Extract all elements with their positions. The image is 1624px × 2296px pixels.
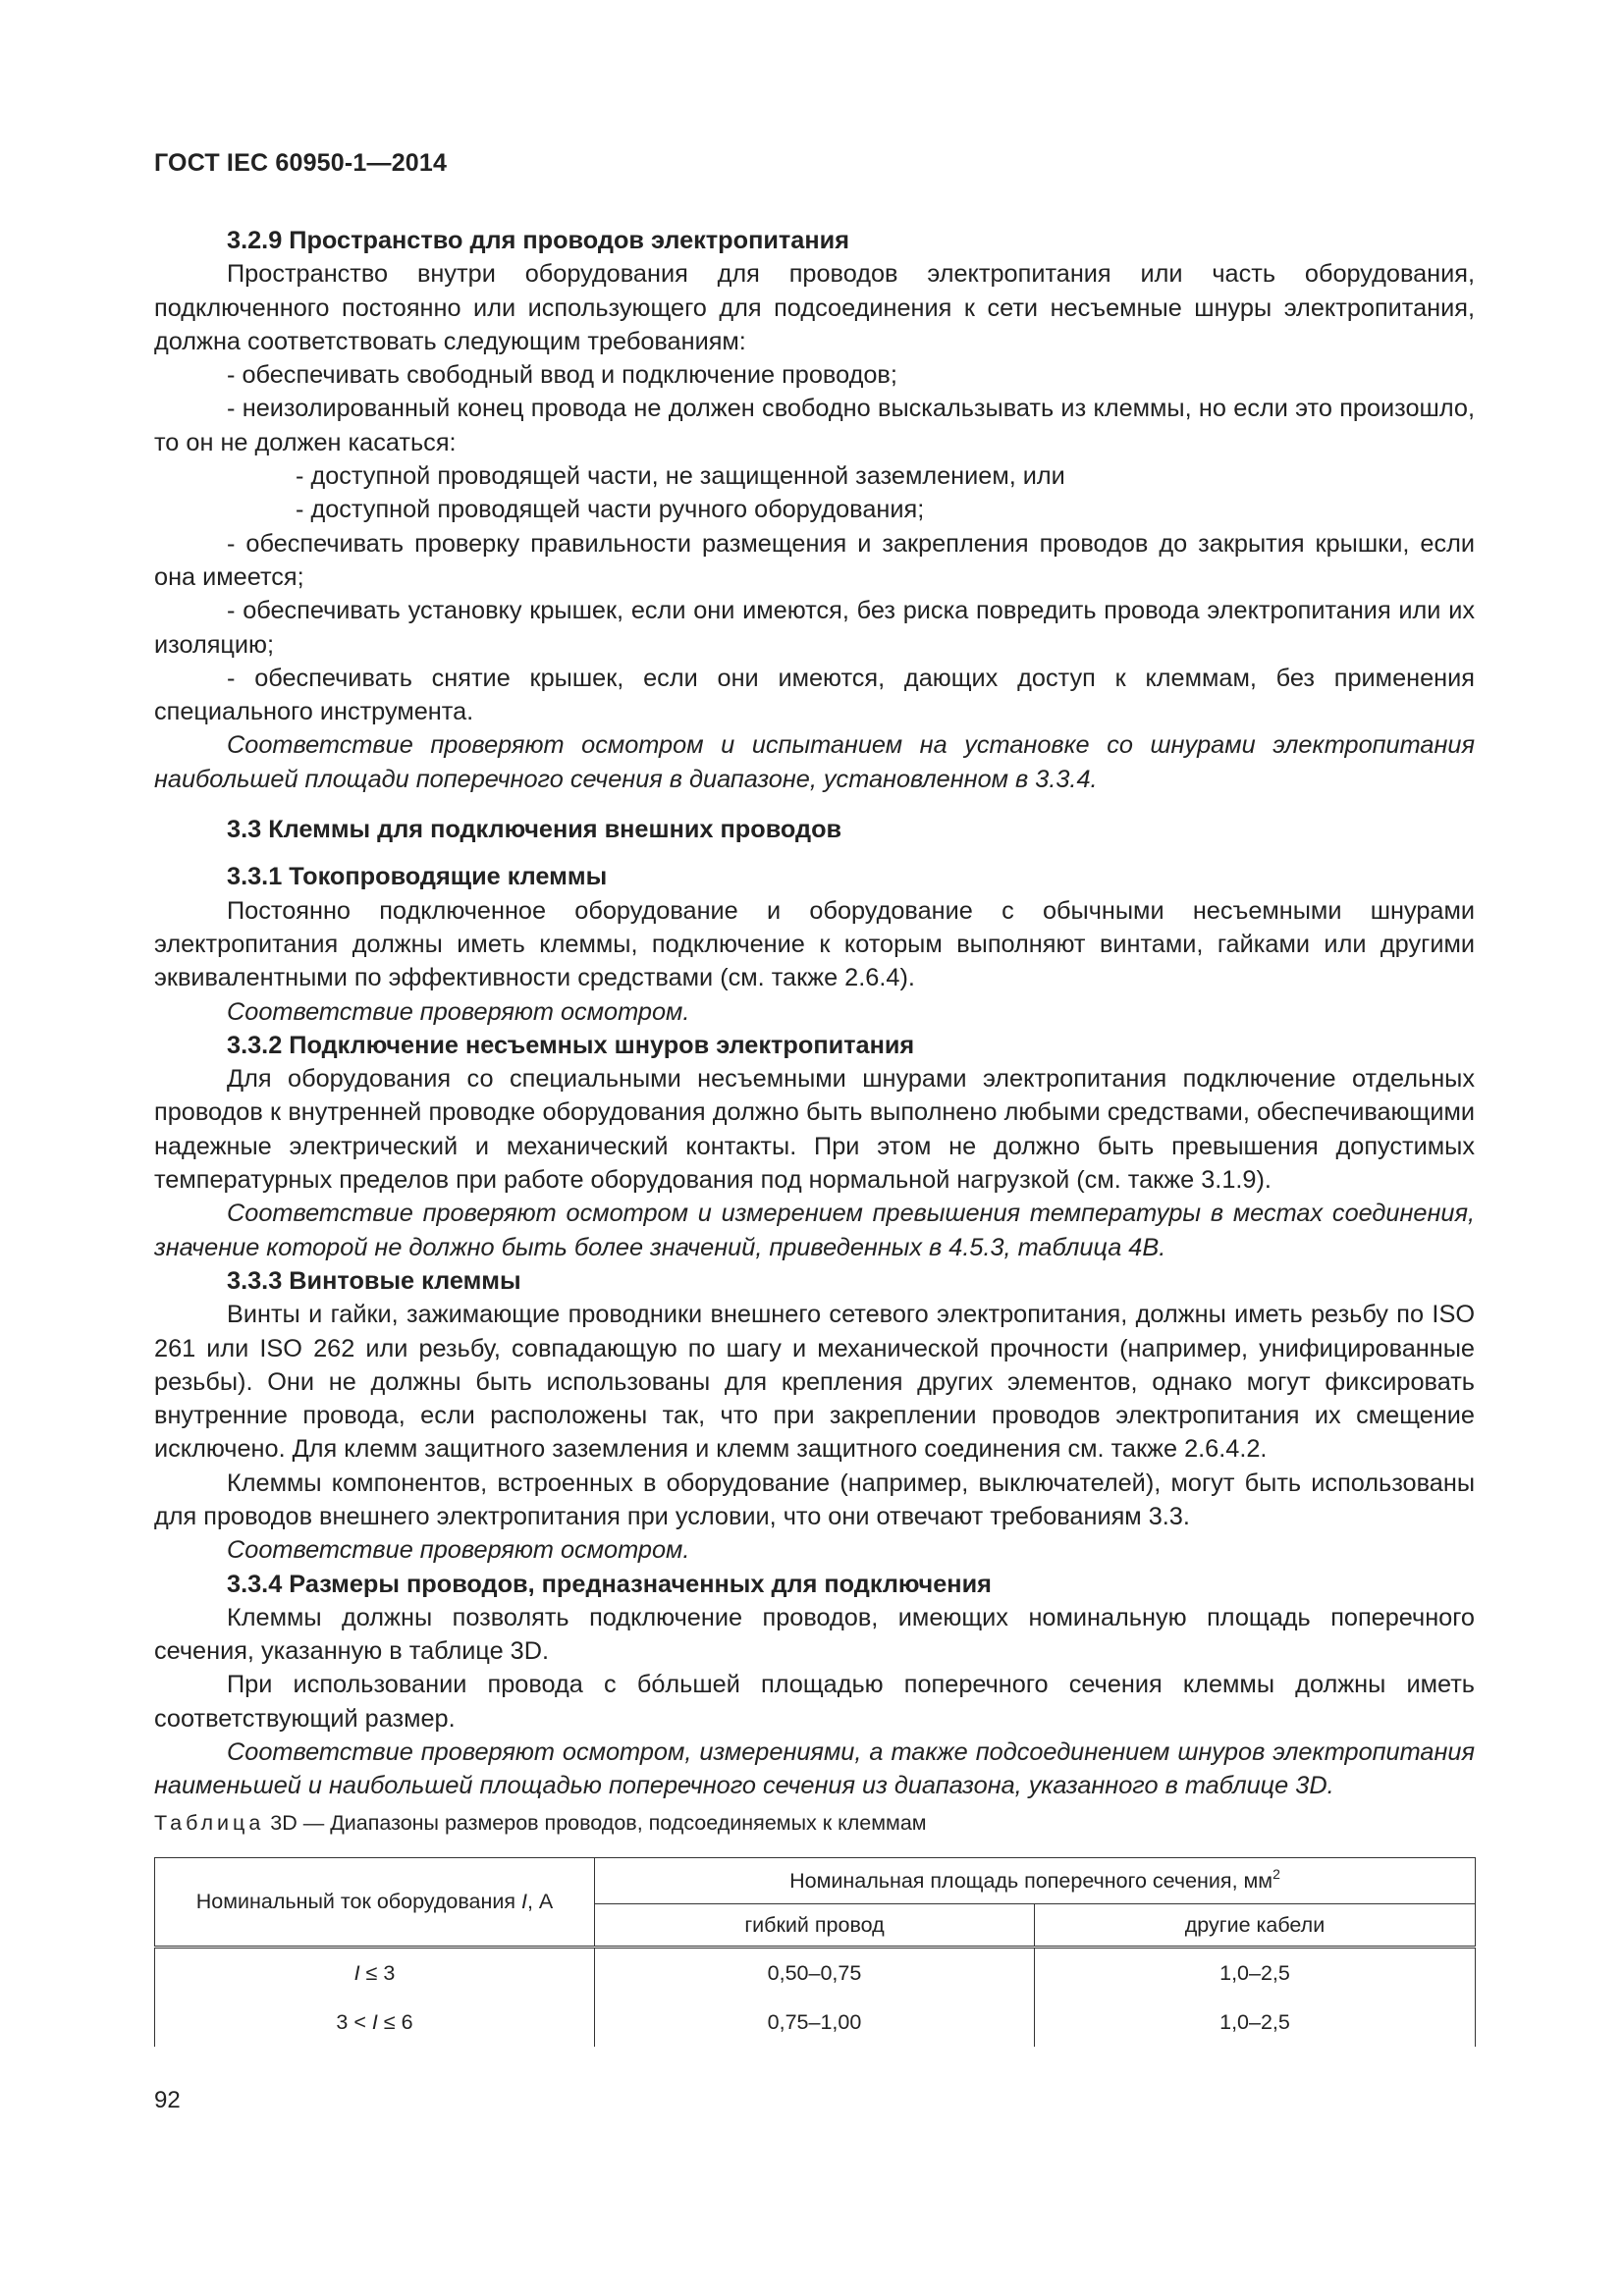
compliance-note: Соответствие проверяют осмотром и испытанием на установке со шнурами электропитания наибольшей площади поперечного сечения в диапазоне, установленном в 3.3.4. — [154, 731, 1475, 793]
cell-text: ≤ 6 — [377, 2009, 413, 2034]
paragraph: Винты и гайки, зажимающие проводники внешнего сетевого электропитания, должны иметь резьбу по ISO 261 или ISO 262 или резьбу, совпадающую по шагу и механической прочности (например, унифицированные резьбы). Они не должны быть использованы для крепления других элементов, однако могут фиксировать внутренние провода, если расположены так, что при закреплении проводов электропитания их смещение исключено. Для клемм защитного заземления и клемм защитного соединения см. также 2.6.4.2. — [154, 1301, 1475, 1464]
table-caption — [154, 1811, 927, 1836]
list-item: - обеспечивать снятие крышек, если они имеются, дающих доступ к клеммам, без применения специального инструмента. — [154, 664, 1475, 726]
paragraph: Постоянно подключенное оборудование и оборудование с обычными несъемными шнурами электропитания должны иметь клеммы, подключение к которым выполняют винтами, гайками или другими эквивалентными по эффективности средствами (см. также 2.6.4). — [154, 896, 1475, 992]
column-group-header-cross-section — [595, 1858, 1476, 1904]
table-caption-label: Таблица — [154, 1811, 265, 1835]
current-symbol: I — [520, 1890, 527, 1913]
compliance-note: Соответствие проверяют осмотром и измерением превышения температуры в местах соединения, значение которой не должно быть более значений, приведенных в 4.5.3, таблица 4В. — [154, 1200, 1475, 1261]
section-heading-3-3: 3.3 Клеммы для подключения внешних проводов — [227, 816, 842, 844]
group-header-text: Номинальная площадь поперечного сечения, мм — [789, 1868, 1273, 1893]
cell-other: 1,0–2,5 — [1035, 1998, 1476, 2047]
cell-current — [155, 1998, 595, 2047]
sublist-item: - доступной проводящей части, не защищенной заземлением, или — [296, 462, 1065, 491]
cell-current — [155, 1948, 595, 1999]
header-text: Номинальный ток оборудования — [195, 1890, 521, 1913]
sublist-item: - доступной проводящей части ручного оборудования; — [296, 496, 925, 524]
compliance-note: Соответствие проверяют осмотром. — [227, 1536, 690, 1565]
cell-text: 3 < — [336, 2009, 372, 2034]
list-item: - обеспечивать свободный ввод и подключение проводов; — [227, 361, 897, 390]
cell-other: 1,0–2,5 — [1035, 1948, 1476, 1999]
list-item: - неизолированный конец провода не должен свободно выскальзывать из клеммы, но если это произошло, то он не должен касаться: — [154, 395, 1475, 456]
paragraph: Клеммы компонентов, встроенных в оборудование (например, выключателей), могут быть использованы для проводов внешнего электропитания при условии, что они отвечают требованиям 3.3. — [154, 1468, 1475, 1530]
current-symbol: I — [353, 1960, 360, 1985]
column-header-other: другие кабели — [1035, 1904, 1476, 1948]
section-heading-3-3-1: 3.3.1 Токопроводящие клеммы — [227, 863, 608, 891]
table-caption-text: 3D — Диапазоны размеров проводов, подсоединяемых к клеммам — [264, 1811, 927, 1835]
paragraph: Клеммы должны позволять подключение проводов, имеющих номинальную площадь поперечного сечения, указанную в таблице 3D. — [154, 1603, 1475, 1666]
cell-text: ≤ 3 — [359, 1960, 396, 1985]
compliance-note: Соответствие проверяют осмотром, измерениями, а также подсоединением шнуров электропитания наименьшей и наибольшей площадью поперечного сечения из диапазона, указанного в таблице 3D. — [154, 1738, 1475, 1800]
section-heading-3-3-2: 3.3.2 Подключение несъемных шнуров электропитания — [227, 1031, 915, 1059]
section-heading-3-3-4: 3.3.4 Размеры проводов, предназначенных для подключения — [227, 1570, 992, 1598]
table-3d — [154, 1857, 1476, 2047]
cell-flexible: 0,75–1,00 — [595, 1998, 1035, 2047]
list-item: - обеспечивать установку крышек, если они имеются, без риска повредить провода электропитания или их изоляцию; — [154, 597, 1475, 659]
paragraph: Пространство внутри оборудования для проводов электропитания или часть оборудования, подключенного постоянно или использующего для подсоединения к сети несъемные шнуры электропитания, должна соответствовать следующим требованиям: — [154, 260, 1475, 355]
paragraph: При использовании провода с бóльшей площадью поперечного сечения клеммы должны иметь соответствующий размер. — [154, 1671, 1475, 1733]
section-heading-3-2-9: 3.2.9 Пространство для проводов электропитания — [227, 227, 849, 254]
column-header-flexible: гибкий провод — [595, 1904, 1035, 1948]
table-row — [155, 1998, 1476, 2047]
cell-flexible: 0,50–0,75 — [595, 1948, 1035, 1999]
document-code: ГОСТ IEC 60950-1—2014 — [154, 149, 448, 177]
document-body — [154, 224, 1475, 1803]
paragraph: Для оборудования со специальными несъемными шнурами электропитания подключение отдельных проводов к внутренней проводке оборудования должно быть выполнено любыми средствами, обеспечивающими надежные электрический и механический контакты. При этом не должно быть превышения допустимых температурных пределов при работе оборудования под нормальной нагрузкой (см. также 3.1.9). — [154, 1065, 1475, 1195]
unit-superscript: 2 — [1272, 1865, 1280, 1882]
compliance-note: Соответствие проверяют осмотром. — [227, 997, 690, 1026]
section-heading-3-3-3: 3.3.3 Винтовые клеммы — [227, 1266, 521, 1295]
list-item: - обеспечивать проверку правильности размещения и закрепления проводов до закрытия крышки, если она имеется; — [154, 529, 1475, 591]
current-symbol: I — [371, 2009, 378, 2034]
page-number: 92 — [154, 2087, 181, 2113]
table-row — [155, 1948, 1476, 1999]
column-header-current — [155, 1858, 595, 1948]
header-unit: , А — [526, 1890, 554, 1913]
